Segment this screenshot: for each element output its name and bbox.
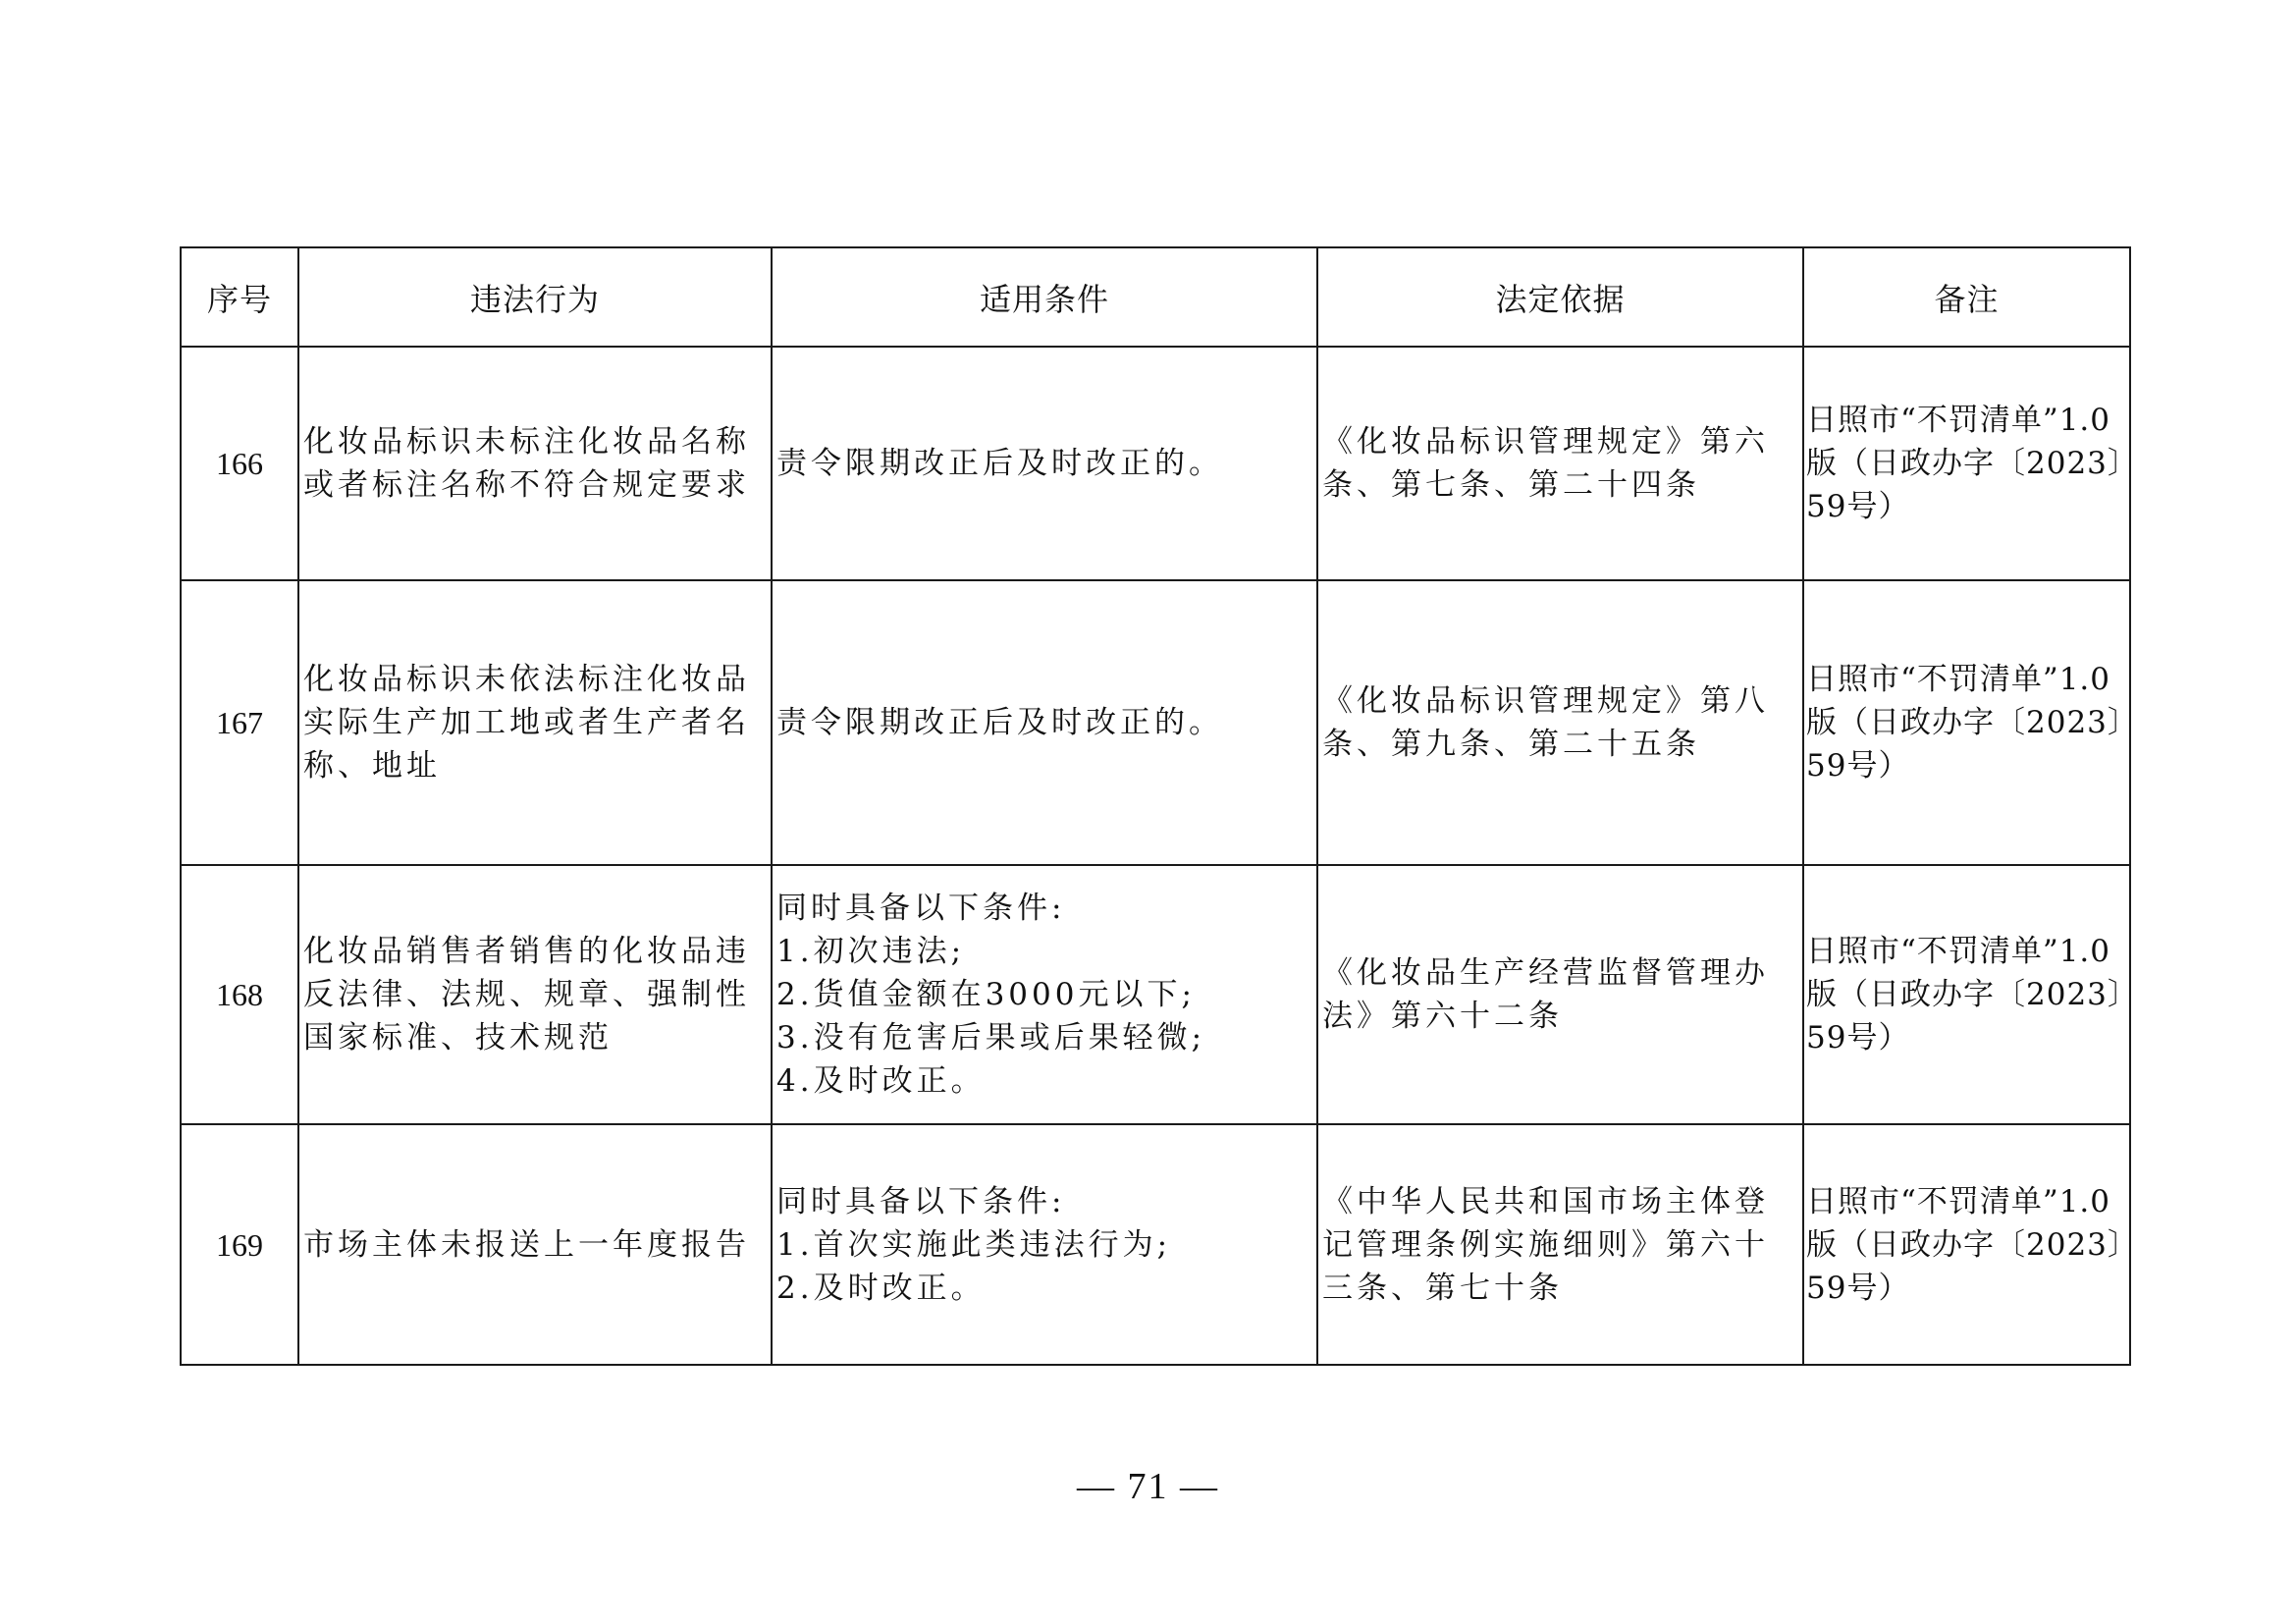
- row-violation: 化妆品标识未依法标注化妆品实际生产加工地或者生产者名称、地址: [298, 580, 772, 865]
- header-note: 备注: [1803, 247, 2130, 347]
- row-seq: 167: [181, 580, 298, 865]
- row-condition: 同时具备以下条件: 1.首次实施此类违法行为; 2.及时改正。: [772, 1124, 1317, 1365]
- row-seq: 166: [181, 347, 298, 580]
- row-note: 日照市“不罚清单”1.0版（日政办字〔2023〕59号）: [1803, 347, 2130, 580]
- table-row: [181, 580, 2130, 865]
- header-violation: 违法行为: [298, 247, 772, 347]
- row-note: 日照市“不罚清单”1.0版（日政办字〔2023〕59号）: [1803, 580, 2130, 865]
- row-violation: 化妆品销售者销售的化妆品违反法律、法规、规章、强制性国家标准、技术规范: [298, 865, 772, 1124]
- page-number: — 71 —: [1077, 1466, 1219, 1507]
- row-note: 日照市“不罚清单”1.0版（日政办字〔2023〕59号）: [1803, 1124, 2130, 1365]
- row-basis: 《中华人民共和国市场主体登记管理条例实施细则》第六十三条、第七十条: [1317, 1124, 1803, 1365]
- row-basis: 《化妆品标识管理规定》第六条、第七条、第二十四条: [1317, 347, 1803, 580]
- row-note: 日照市“不罚清单”1.0版（日政办字〔2023〕59号）: [1803, 865, 2130, 1124]
- row-basis: 《化妆品标识管理规定》第八条、第九条、第二十五条: [1317, 580, 1803, 865]
- table-header-row: [181, 247, 2130, 347]
- table-row: [181, 865, 2130, 1124]
- row-basis: 《化妆品生产经营监督管理办法》第六十二条: [1317, 865, 1803, 1124]
- row-violation: 市场主体未报送上一年度报告: [298, 1124, 772, 1365]
- row-seq: 169: [181, 1124, 298, 1365]
- penalty-exemption-table: [180, 246, 2131, 1366]
- header-condition: 适用条件: [772, 247, 1317, 347]
- row-seq: 168: [181, 865, 298, 1124]
- header-seq: 序号: [181, 247, 298, 347]
- row-condition: 责令限期改正后及时改正的。: [772, 347, 1317, 580]
- table-row: [181, 347, 2130, 580]
- row-condition: 责令限期改正后及时改正的。: [772, 580, 1317, 865]
- table-row: [181, 1124, 2130, 1365]
- row-condition: 同时具备以下条件: 1.初次违法; 2.货值金额在3000元以下; 3.没有危害后果或后果轻微; 4.及时改正。: [772, 865, 1317, 1124]
- header-basis: 法定依据: [1317, 247, 1803, 347]
- row-violation: 化妆品标识未标注化妆品名称或者标注名称不符合规定要求: [298, 347, 772, 580]
